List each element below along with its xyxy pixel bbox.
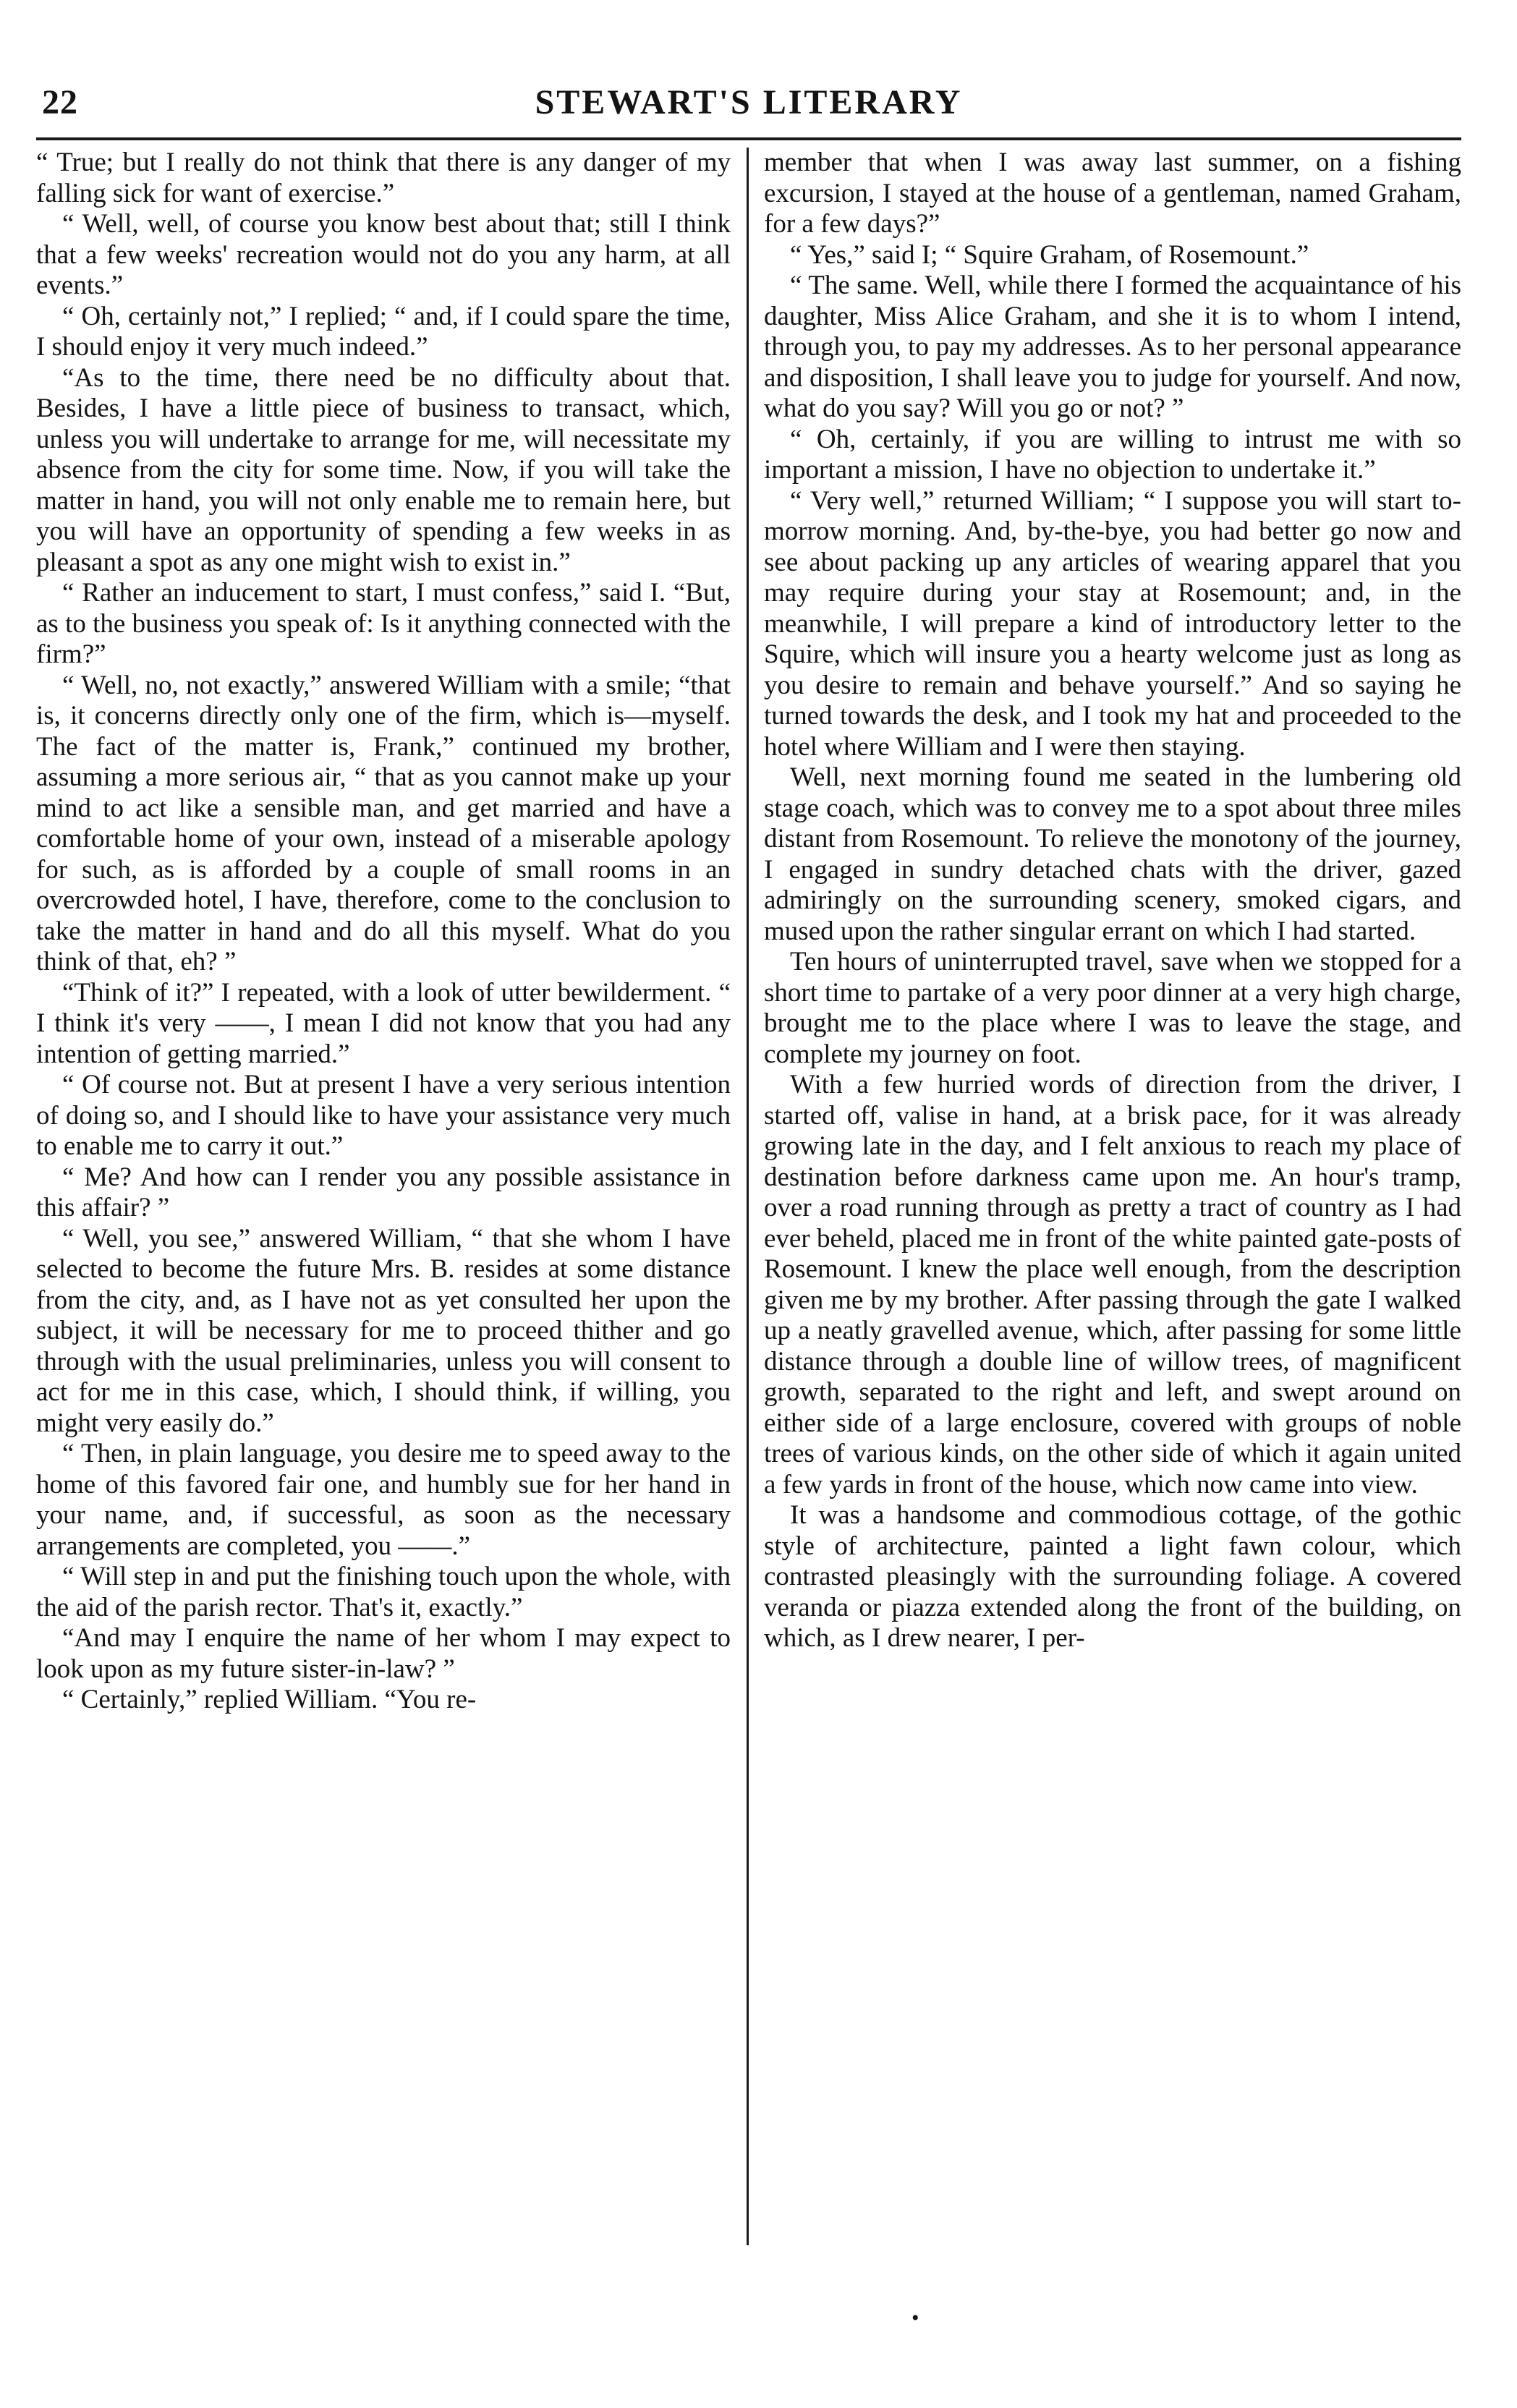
paragraph: “ Well, no, not exactly,” answered William with a smile; “that is, it concerns directly only one of the firm, which is—myself. The fact of the matter is, Frank,” continued my brother, assuming a more serious air, “ that as you cannot make up your mind to act like a sensible man, and get married and have a comfortable home of your own, instead of a miserable apology for such, as is afforded by a couple of small rooms in an overcrowded hotel, I have, therefore, come to the conclusion to take the matter in hand and do all this myself. What do you think of that, eh? ” — [36, 670, 731, 977]
page-number: 22 — [42, 83, 78, 122]
paragraph: “ Will step in and put the finishing touch upon the whole, with the aid of the parish rector. That's it, exactly.” — [36, 1562, 731, 1622]
paragraph: “ Yes,” said I; “ Squire Graham, of Rosemount.” — [790, 239, 1309, 270]
right-column — [764, 148, 1461, 2245]
paragraph: “ Well, you see,” answered William, “ that she whom I have selected to become the future Mrs. B. resides at some distance from the city, and, as I have not as yet consulted her upon the subject, it will be necessary for me to proceed thither and go through with the usual preliminaries, unless you will consent to act for me in this case, which, I should think, if willing, you might very easily do.” — [36, 1223, 731, 1438]
running-title: STEWART'S LITERARY — [535, 83, 963, 122]
page — [36, 72, 1461, 2373]
paragraph: Ten hours of uninterrupted travel, save when we stopped for a short time to partake of a very poor dinner at a very high charge, brought me to the place where I was to leave the stage, and complete my journey on foot. — [764, 947, 1461, 1069]
paragraph: “ Then, in plain language, you desire me to speed away to the home of this favored fair one, and humbly sue for her hand in your name, and, if successful, as soon as the necessary arrangements are completed, you ——.” — [36, 1439, 731, 1561]
paragraph: Well, next morning found me seated in the lumbering old stage coach, which was to convey me to a spot about three miles distant from Rosemount. To relieve the monotony of the journey, I engaged in sundry detached chats with the driver, gazed admiringly on the surrounding scenery, smoked cigars, and mused upon the rather singular errant on which I had started. — [764, 762, 1461, 946]
paragraph: “As to the time, there need be no difficulty about that. Besides, I have a little piece of business to transact, which, unless you will undertake to arrange for me, will necessitate my absence from the city for some time. Now, if you will take the matter in hand, you will not only enable me to remain here, but you will have an opportunity of spending a few weeks in as pleasant a spot as any one might wish to exist in.” — [36, 362, 731, 577]
footer-mark: • — [912, 2306, 919, 2330]
page-header — [36, 72, 1461, 140]
paragraph: “ Rather an inducement to start, I must confess,” said I. “But, as to the business you speak of: Is it anything connected with the firm?” — [36, 578, 731, 669]
left-column — [36, 148, 731, 2245]
paragraph: “ Of course not. But at present I have a very serious intention of doing so, and I should like to have your assistance very much to enable me to carry it out.” — [36, 1070, 731, 1161]
paragraph: With a few hurried words of direction from the driver, I started off, valise in hand, at a brisk pace, for it was already growing late in the day, and I felt anxious to reach my place of destination before darkness came upon me. An hour's tramp, over a road running through as pretty a tract of country as I had ever beheld, placed me in front of the white painted gate-posts of Rosemount. I knew the place well enough, from the description given me by my brother. After passing through the gate I walked up a neatly gravelled avenue, which, after passing for some little distance through a double line of willow trees, of magnificent growth, separated to the right and left, and swept around on either side of a large enclosure, covered with groups of noble trees of various kinds, on the other side of which it again united a few yards in front of the house, which now came into view. — [764, 1070, 1461, 1499]
paragraph: “And may I enquire the name of her whom I may expect to look upon as my future sister-in-law? ” — [36, 1623, 731, 1684]
column-divider — [747, 148, 749, 2245]
paragraph: “ True; but I really do not think that there is any danger of my falling sick for want of exercise.” — [36, 148, 731, 208]
paragraph: “ The same. Well, while there I formed the acquaintance of his daughter, Miss Alice Graham, and she it is to whom I intend, through you, to pay my addresses. As to her personal appearance and disposition, I shall leave you to judge for yourself. And now, what do you say? Will you go or not? ” — [764, 271, 1461, 423]
paragraph: It was a handsome and commodious cottage, of the gothic style of architecture, painted a light fawn colour, which contrasted pleasingly with the surrounding foliage. A covered veranda or piazza extended along the front of the building, on which, as I drew nearer, I per- — [764, 1500, 1461, 1653]
paragraph: “ Very well,” returned William; “ I suppose you will start to-morrow morning. And, by-the-bye, you had better go now and see about packing up any articles of wearing apparel that you may require during your stay at Rosemount; and, in the meanwhile, I will prepare a kind of introductory letter to the Squire, which will insure you a hearty welcome just as long as you desire to remain and behave yourself.” And so saying he turned towards the desk, and I took my hat and proceeded to the hotel where William and I were then staying. — [764, 485, 1461, 762]
text-columns — [36, 148, 1461, 2245]
paragraph: “ Certainly,” replied William. “You re- — [62, 1685, 477, 1714]
paragraph: “Think of it?” I repeated, with a look of utter bewilderment. “ I think it's very ——, I mean I did not know that you had any intention of getting married.” — [36, 977, 731, 1069]
paragraph: member that when I was away last summer, on a fishing excursion, I stayed at the house of a gentleman, named Graham, for a few days?” — [764, 148, 1461, 239]
paragraph: “ Me? And how can I render you any possible assistance in this affair? ” — [36, 1162, 731, 1222]
paragraph: “ Oh, certainly, if you are willing to intrust me with so important a mission, I have no objection to undertake it.” — [764, 424, 1461, 485]
paragraph: “ Oh, certainly not,” I replied; “ and, if I could spare the time, I should enjoy it very much indeed.” — [36, 301, 731, 362]
paragraph: “ Well, well, of course you know best about that; still I think that a few weeks' recreation would not do you any harm, at all events.” — [36, 209, 731, 300]
